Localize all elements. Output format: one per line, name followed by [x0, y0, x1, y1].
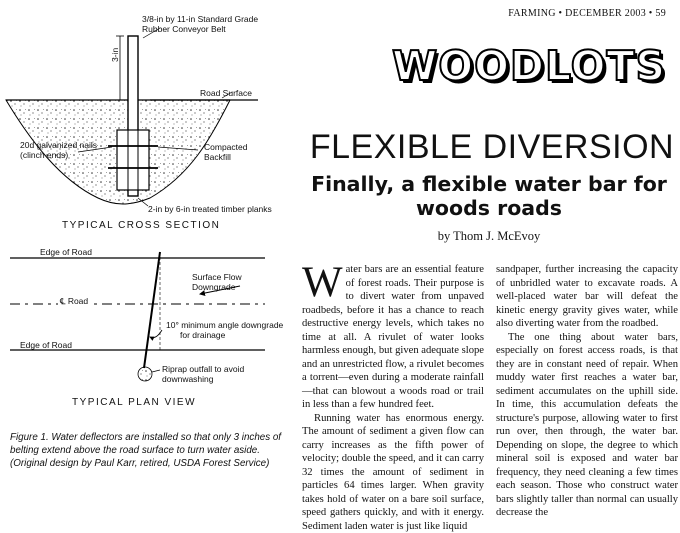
nails-label [20, 140, 97, 160]
paragraph: The one thing about water bars, especially on forest access roads, is that they are in constant need of repair. When muddy water first reaches a water bar, sediment accumulates on the uphill side. In time, this accumulation defeats the structure's purpose, allowing water to first run over, then through, the water bar. Depending on slope, the degree to which mineral soil is exposed and water bar frequency, they need cleaning a few times each season. Those who construct water bars slightly taller than normal can usually decrease the [496, 331, 678, 520]
body-column-1 [302, 263, 484, 533]
backfill-label-line: Compacted [204, 142, 247, 152]
height-label: 3-in [110, 48, 120, 62]
surface-flow-label-line: Surface Flow [192, 272, 242, 282]
surface-flow-label-line: Downgrade [192, 282, 242, 292]
timber-planks [117, 130, 149, 190]
body-column-2 [496, 263, 678, 520]
belt-label-line: Rubber Conveyor Belt [142, 24, 258, 34]
belt-label-line: 3/8-in by 11-in Standard Grade [142, 14, 258, 24]
paragraph: Running water has enormous energy. The amount of sediment a given flow can carry increases as the fifth power of velocity; double the speed, and it can carry 32 times the amount of sediment in particles 64 times larger. When gravity takes hold of water on a bare soil surface, speed gathers quickly, and with it energy. Sediment laden water is just like liquid [302, 412, 484, 533]
riprap-outfall [138, 367, 152, 381]
riprap-label-line: Riprap outfall to avoid [162, 364, 244, 374]
road-centerline-label: ℄ Road [58, 296, 90, 306]
cross-section-title: TYPICAL CROSS SECTION [62, 220, 220, 231]
figure-caption: Figure 1. Water deflectors are installed so that only 3 inches of belting extend above the road surface to turn water aside. (Original design by Paul Karr, retired, USDA Forest Service) [10, 431, 292, 470]
planks-label: 2-in by 6-in treated timber planks [148, 204, 272, 214]
plan-view-title: TYPICAL PLAN VIEW [72, 397, 196, 408]
section-heading: WOODLOTS [392, 42, 674, 90]
backfill-label [204, 142, 247, 162]
figure-drawing [0, 0, 300, 430]
surface-flow-label [192, 272, 242, 292]
riprap-label-line: downwashing [162, 374, 244, 384]
backfill-label-line: Backfill [204, 152, 247, 162]
nails-label-line: (clinch ends) [20, 150, 97, 160]
road-surface-label: Road Surface [200, 88, 252, 98]
edge-of-road-label: Edge of Road [40, 247, 92, 257]
angle-label-line: 10° minimum angle downgrade [166, 320, 283, 330]
riprap-label [162, 364, 244, 384]
paragraph [302, 263, 484, 412]
angle-label-line: for drainage [166, 330, 283, 340]
article-subtitle: Finally, a flexible water bar for woods roads [300, 172, 678, 220]
article-title: FLEXIBLE DIVERSION [308, 128, 676, 167]
article-byline: by Thom J. McEvoy [300, 229, 678, 244]
paragraph: sandpaper, further increasing the capacity of unbridled water to excavate roads. A well-placed water bar will defeat the kinetic energy gravity gives water, while also diverting water from the roadbed. [496, 263, 678, 331]
page-folio: FARMING • DECEMBER 2003 • 59 [508, 8, 666, 19]
nails-label-line: 20d galvanized nails [20, 140, 97, 150]
belt-label [142, 14, 258, 34]
paragraph-text: ater bars are an essential feature of forest roads. Their purpose is to divert water from unpaved roadbeds, before it has a chance to reach destructive energy levels, which takes no time at all. A rivulet of water looks harmless enough, but given adequate slope and an unrestricted flow, a rivulet becomes a torrent—even during a moderate rainfall—that can blowout a woods road or trail in less than a few hundred feet. [302, 264, 484, 410]
edge-of-road-label: Edge of Road [20, 340, 72, 350]
drop-cap: W [302, 265, 343, 301]
angle-label [166, 320, 283, 340]
